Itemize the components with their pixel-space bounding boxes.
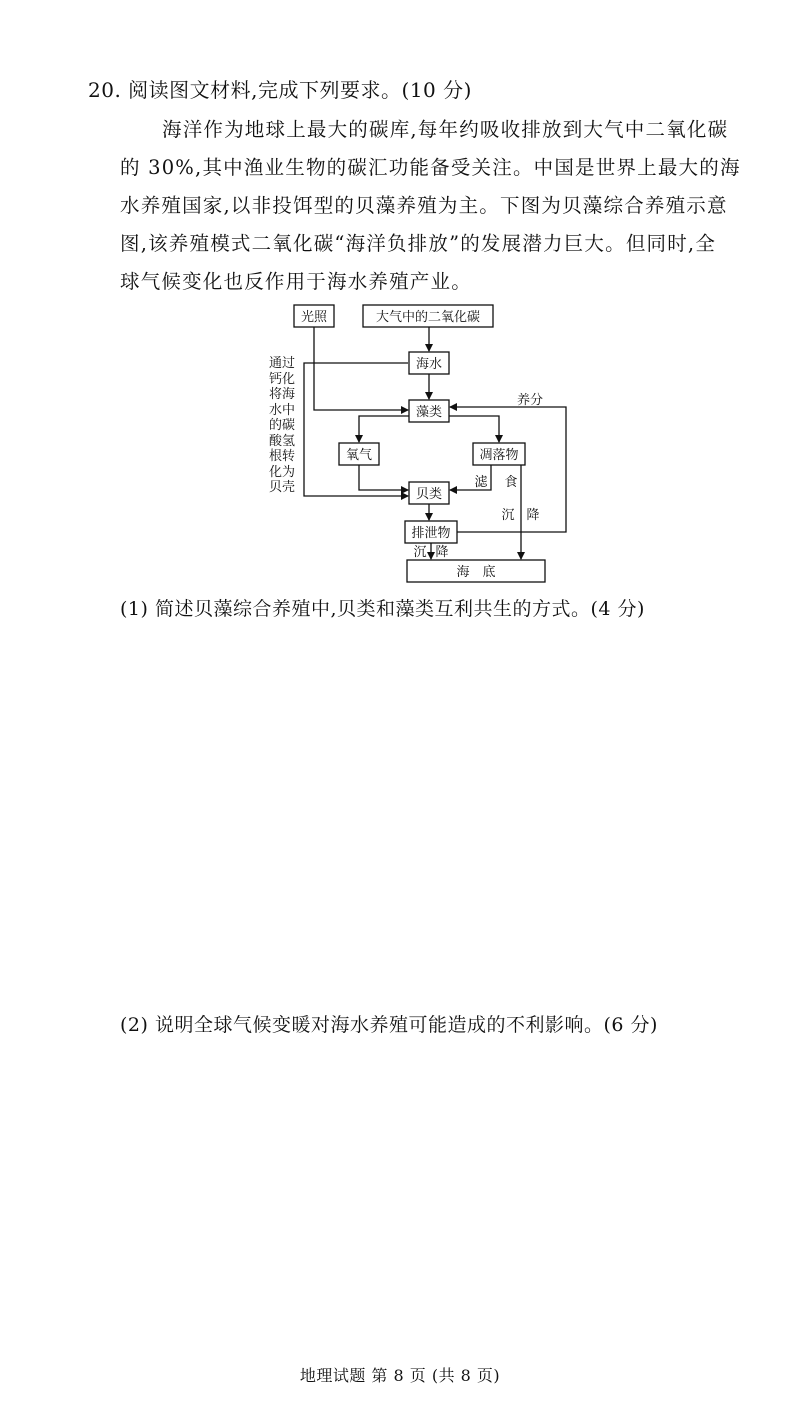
page-footer: 地理试题 第 8 页 (共 8 页) <box>299 1366 501 1385</box>
light-label: 光照 <box>300 310 328 325</box>
excreta-sink-label-a: 沉 <box>413 545 427 560</box>
paragraph-line-4: 图,该养殖模式二氧化碳“海洋负排放”的发展潜力巨大。但同时,全 <box>120 232 717 255</box>
sub-question-1: (1) 简述贝藻综合养殖中,贝类和藻类互利共生的方式。(4 分) <box>120 598 645 620</box>
excreta-label: 排泄物 <box>411 526 451 541</box>
shellfish-label: 贝类 <box>415 487 443 502</box>
sub-question-2: (2) 说明全球气候变暖对海水养殖可能造成的不利影响。(6 分) <box>120 1014 658 1036</box>
paragraph-line-5: 球气候变化也反作用于海水养殖产业。 <box>120 270 472 293</box>
excreta-sink-label-b: 降 <box>435 545 449 560</box>
calcification-label: 通过钙化将海水中的碳酸氢根转化为贝壳 <box>268 356 295 495</box>
algae-label: 藻类 <box>415 405 443 420</box>
question-title: 20. 阅读图文材料,完成下列要求。(10 分) <box>88 78 472 102</box>
filter-label-a: 滤 <box>474 475 488 490</box>
sink-label-a: 沉 <box>501 508 515 523</box>
oxygen-label: 氧气 <box>345 448 373 463</box>
paragraph-line-2: 的 30%,其中渔业生物的碳汇功能备受关注。中国是世界上最大的海 <box>120 156 741 179</box>
detritus-label: 凋落物 <box>479 448 519 463</box>
paragraph-line-1: 海洋作为地球上最大的碳库,每年约吸收排放到大气中二氧化碳 <box>162 118 729 141</box>
filter-label-b: 食 <box>504 475 518 490</box>
co2-label: 大气中的二氧化碳 <box>375 310 481 325</box>
seawater-label: 海水 <box>415 357 443 372</box>
aquaculture-diagram <box>0 0 800 600</box>
seabed-label: 海 底 <box>456 565 496 580</box>
sink-label-b: 降 <box>526 508 540 523</box>
nutrients-label: 养分 <box>517 393 544 408</box>
paragraph-line-3: 水养殖国家,以非投饵型的贝藻养殖为主。下图为贝藻综合养殖示意 <box>120 194 728 217</box>
